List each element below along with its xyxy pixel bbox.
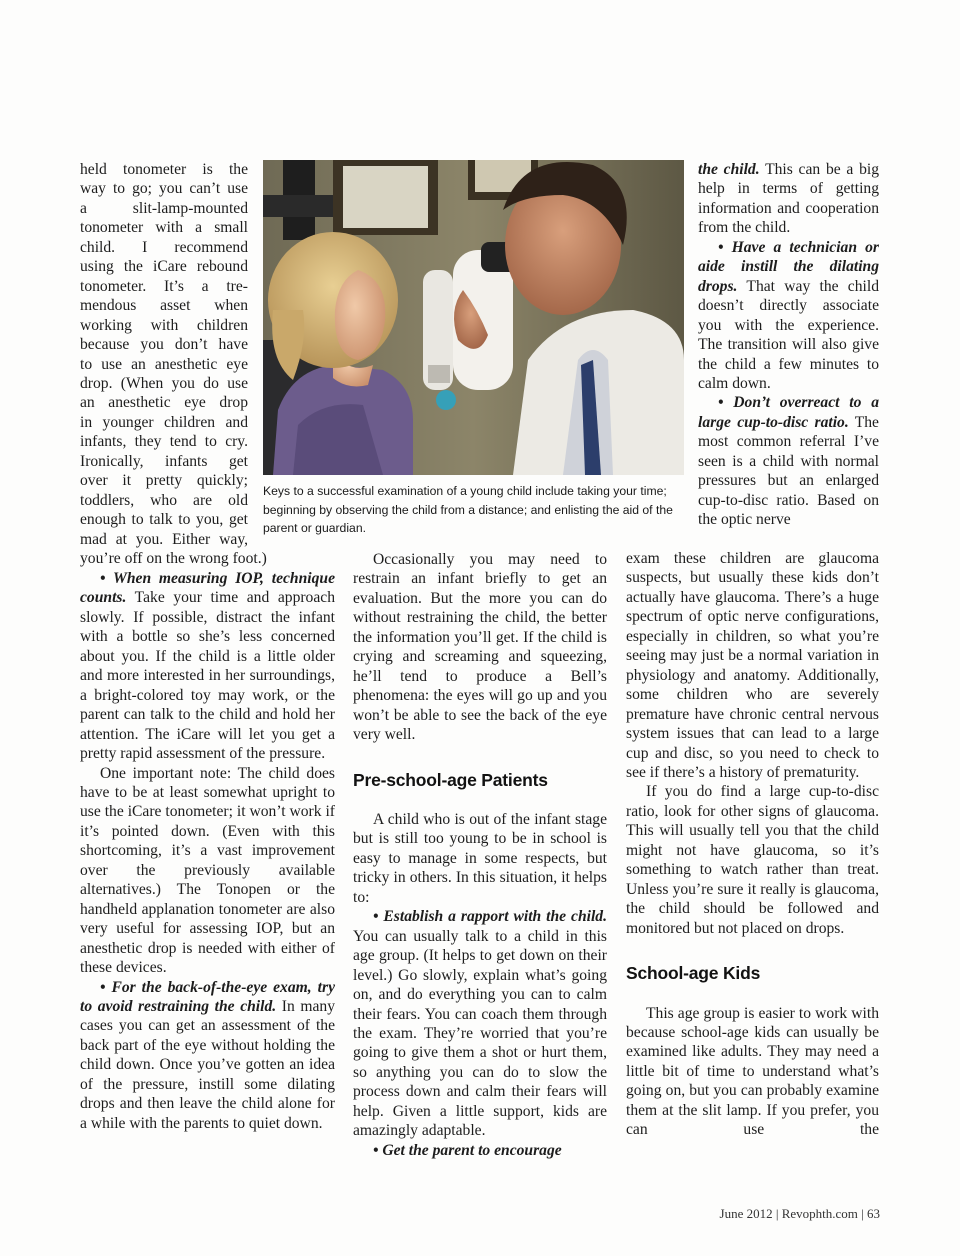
column-1-line: an anesthetic eye drop xyxy=(80,394,248,412)
paragraph-preschool-intro: A child who is out of the infant stage but is still too young to be in school is easy to manage in some respects, but tricky in others. In this situation, it helps to: xyxy=(353,810,607,906)
column-1-line: infants, they tend to cry. xyxy=(80,433,248,451)
column-3-bottom xyxy=(626,549,879,1140)
column-1-line: tonometer with a small xyxy=(80,219,248,237)
column-1-line: enough to talk to you, get xyxy=(80,511,248,529)
paragraph-other-signs: If you do find a large cup-to-disc ratio, look for other signs of glaucoma. This will usually tell you that the child might not have glaucoma, so it’s something to watch rather than treat. Unless you’re sure it really is glaucoma, the child should be followed and monitored but not placed on drops. xyxy=(626,783,879,937)
column-1-line: Ironically, infants get xyxy=(80,452,248,470)
tip-back-of-eye: • For the back-of-the-eye exam, try to avoid restraining the child. In many cases you can get an assessment of the back part of the eye without holding the child down. Once you’ve gotten an idea of the pressure, instill some dilating drops and then leave the child alone for a while with the parents to quiet down. xyxy=(80,978,336,1132)
column-1-line: using the iCare rebound xyxy=(80,258,248,276)
tip-technician: • Have a technician or aide instill the dilating drops. That way the child doesn’t directly associate you with the experience. The transition will also give the child a few minutes to calm down. xyxy=(698,238,879,392)
column-1-line: you’re off on the wrong foot.) xyxy=(80,550,267,568)
column-1-line: mad at you. Either way, xyxy=(80,530,248,548)
tip-parent-continued: the child. This can be a big help in terms of getting information and cooperation from the child. xyxy=(698,161,879,237)
column-3-top xyxy=(698,160,879,530)
exam-photo xyxy=(263,160,684,475)
column-1-line: held tonometer is the xyxy=(80,161,248,178)
column-1-line: child. I recommend xyxy=(80,238,248,256)
column-1-line: over it pretty quickly; xyxy=(80,472,248,490)
tip-parent-encourage: • Get the parent to encourage xyxy=(373,1141,562,1159)
tip-cup-to-disc: • Don’t overreact to a large cup-to-disc ratio. The most common referral I’ve seen is a child with normal pressures but an enlarged cup-to-disc ratio. Based on the optic nerve xyxy=(698,394,879,529)
column-1-top xyxy=(80,160,267,569)
column-2 xyxy=(353,550,607,1160)
paragraph-school-age: This age group is easier to work with because school-age kids can usually be examined like adults. They may need a little bit of time to understand what’s going on, but you can probably examine them at the slit lamp. If you prefer, you can use the xyxy=(626,1004,879,1139)
paragraph-important-note: One important note: The child does have to be at least somewhat upright to use the iCare tonometer; it won’t work if it’s pointed down. (Even with this shortcoming, it’s a vast improvement over the previously available alternatives.) The Tonopen or the handheld applanation tonometer are also very useful for assessing IOP, but an anesthetic drop is needed with either of these devices. xyxy=(80,764,335,977)
column-1-line: to use an anesthetic eye xyxy=(80,355,248,373)
heading-school-age: School-age Kids xyxy=(626,963,761,984)
column-1-line: toddlers, who are old xyxy=(80,491,248,509)
column-1-line: in younger children and xyxy=(80,413,248,431)
tip-measuring-iop: • When measuring IOP, technique counts. Take your time and approach slowly. If possible, distract the infant with a bottle so she’s less concerned about you. If the child is a little older and more interested in her surroundings, a bright-colored toy may work, or the parent can talk to the child and hold her attention. The iCare will let you get a pretty rapid assessment of the pressure. xyxy=(80,570,335,763)
heading-preschool: Pre-school-age Patients xyxy=(353,769,548,790)
column-1-line: tonometer. It’s a tre- xyxy=(80,277,248,295)
column-1-bottom xyxy=(80,569,335,1133)
photo-caption: Keys to a successful examination of a young child include taking your time; beginning by observing the child from a distance; and enlisting the aid of the parent or guardian. xyxy=(263,484,673,535)
column-1-line: way to go; you can’t use xyxy=(80,180,248,198)
tip-rapport: • Establish a rapport with the child. You can usually talk to a child in this age group. (It helps to get down on their level.) Go slowly, explain what’s going on, and do everything you can to calm their fears. You can coach them through the exam. They’re worried that you’re going to give them a shot or hurt them, so anything you can do to slow the process down and calm their fears will help. Given a little support, kids are amazingly adaptable. xyxy=(353,908,607,1140)
page-folio: June 2012 | Revophth.com | 63 xyxy=(719,1206,880,1221)
paragraph-restrain: Occasionally you may need to restrain an infant briefly to get an evaluation. But the more you can do without restraining the child, the better the information you’ll get. If the child is crying and screaming and squeezing, he’ll tend to produce a Bell’s phenomena: the eyes will go up and you won’t be able to see the back of the eye very well. xyxy=(353,551,607,744)
column-1-line: mendous asset when xyxy=(80,297,248,315)
column-1-line: drop. (When you do use xyxy=(80,374,248,392)
column-1-line: working with children xyxy=(80,316,248,334)
column-1-line: because you don’t have xyxy=(80,336,248,354)
paragraph-cup-to-disc-cont: exam these children are glaucoma suspects, but usually these kids don’t actually have glaucoma. There’s a huge spectrum of optic nerve configurations, especially in children, so what you’re seeing may just be a normal variation in physiology and anatomy. Additionally, some children who are severely premature have chronic central nervous system issues that can lead to a large cup and disc, so you need to check to see if there’s a history of prematurity. xyxy=(626,550,879,781)
column-1-line: a slit-lamp-mounted xyxy=(80,199,248,217)
